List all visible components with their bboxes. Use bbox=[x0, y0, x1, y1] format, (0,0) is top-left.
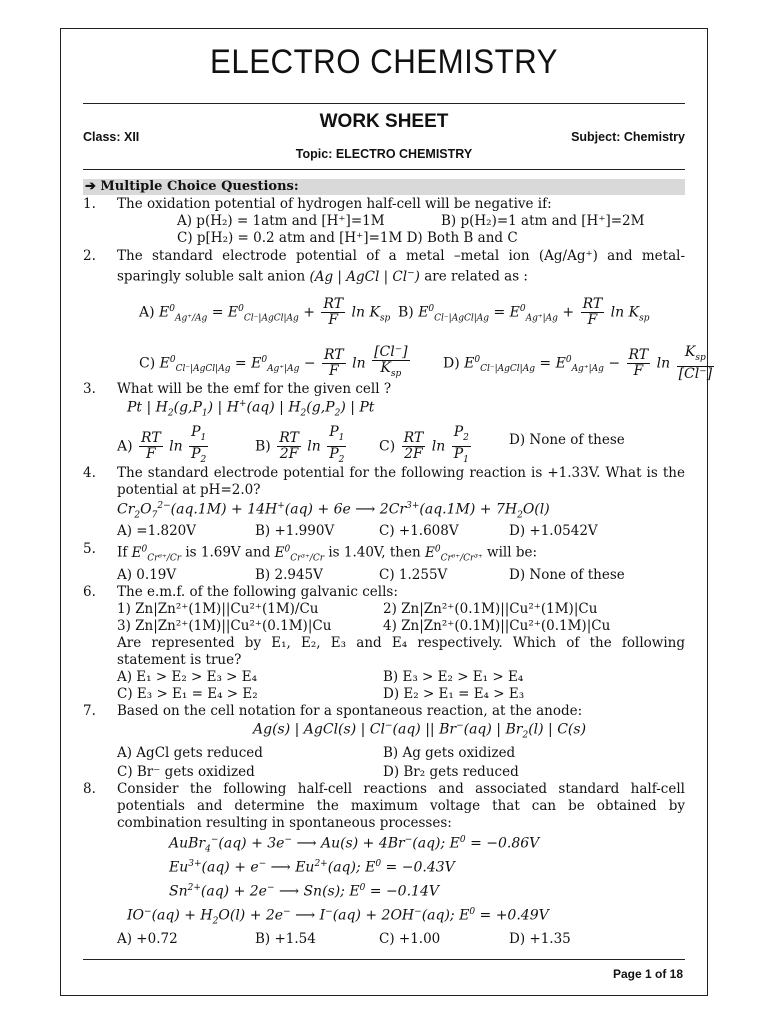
option-a: A) =1.820V bbox=[117, 523, 197, 539]
option-d: D) None of these bbox=[509, 567, 625, 583]
option-b: B) $\frac{RT}{2F}$ ln $\frac{P_1}{P_2}$ bbox=[255, 424, 345, 465]
option-label: A) bbox=[117, 438, 133, 455]
question-text: Based on the cell notation for a spontaneous reaction, at the anode: bbox=[117, 703, 583, 719]
text-pre: If bbox=[117, 544, 128, 561]
option-c: C) E₃ > E₁ = E₄ > E₂ bbox=[117, 686, 258, 702]
question-number: 2. bbox=[83, 248, 96, 264]
option-a: A) $\frac{RT}{F}$ ln $\frac{P_1}{P_2}$ bbox=[117, 424, 207, 465]
class-label: Class: XII bbox=[83, 130, 140, 144]
option-a: A) +0.72 bbox=[117, 931, 178, 947]
option-label: B) bbox=[398, 304, 414, 321]
question-8 bbox=[83, 781, 685, 833]
option-b: B) +1.54 bbox=[255, 931, 316, 947]
question-text: The e.m.f. of the following galvanic cells: bbox=[117, 584, 398, 600]
text-mid-2: is 1.40V, then bbox=[328, 544, 421, 561]
option-b: B) $E^0_{Cl^-|AgCl|Ag} = E^0_{Ag^+|Ag}$ + $\frac{RT}{F}$ $\ln K_{sp}$ bbox=[398, 296, 650, 328]
question-number: 5. bbox=[83, 541, 96, 557]
question-5 bbox=[83, 541, 685, 564]
cell-3: 3) Zn|Zn²⁺(1M)||Cu²⁺(0.1M)|Cu bbox=[117, 618, 332, 634]
option-c: C) +1.00 bbox=[379, 931, 441, 947]
option-d: D) None of these bbox=[509, 432, 625, 448]
option-c-d: C) p[H₂) = 0.2 atm and [H⁺]=1M D) Both B and C bbox=[177, 230, 518, 246]
cell-2: 2) Zn|Zn²⁺(0.1M)||Cu²⁺(1M)|Cu bbox=[383, 601, 598, 617]
page-title: ELECTRO CHEMISTRY bbox=[210, 43, 558, 81]
question-number: 7. bbox=[83, 703, 96, 719]
question-number: 4. bbox=[83, 465, 96, 481]
option-label: D) bbox=[443, 355, 460, 372]
header-divider bbox=[83, 169, 685, 170]
option-c: C) Br⁻ gets oxidized bbox=[117, 764, 255, 780]
footer-divider bbox=[83, 959, 685, 960]
option-label: C) bbox=[379, 438, 396, 455]
half-reaction-2: $Eu^{3+}(aq) + e^-$ ⟶ $Eu^{2+}(aq)$; $E^0 = -0.43V$ bbox=[169, 859, 455, 876]
option-d: D) Br₂ gets reduced bbox=[383, 764, 519, 780]
option-b: B) +1.990V bbox=[255, 523, 335, 539]
option-b: B) 2.945V bbox=[255, 567, 323, 583]
question-text-main: The standard electrode potential of a metal –metal ion (Ag/Ag⁺) and metal-sparingly soluble salt anion bbox=[117, 248, 685, 285]
question-text: The oxidation potential of hydrogen half-cell will be negative if: bbox=[117, 196, 552, 212]
option-d: D) +1.0542V bbox=[509, 523, 598, 539]
question-number: 3. bbox=[83, 381, 96, 397]
worksheet-heading: WORK SHEET bbox=[319, 111, 449, 132]
option-b: B) E₃ > E₂ > E₁ > E₄ bbox=[383, 669, 524, 685]
option-c: C) $\frac{RT}{2F}$ ln $\frac{P_2}{P_1}$ bbox=[379, 424, 469, 465]
option-label: A) bbox=[139, 304, 155, 321]
option-a: A) $E^0_{Ag^+/Ag} = E^0_{Cl^-|AgCl|Ag}$ + $\frac{RT}{F}$ $\ln K_{sp}$ bbox=[139, 296, 391, 328]
question-text: What will be the emf for the given cell ? bbox=[117, 381, 392, 397]
option-c: C) $E^0_{Cl^-|AgCl|Ag} = E^0_{Ag^+|Ag}$ − $\frac{RT}{F}$ ln $\frac{[Cl^-]}{K_{sp}}$ bbox=[139, 344, 408, 379]
question-3 bbox=[83, 381, 685, 401]
subject-label: Subject: Chemistry bbox=[571, 130, 685, 144]
option-b: B) p(H₂)=1 atm and [H⁺]=2M bbox=[441, 213, 645, 229]
cell-notation: Ag(s) | AgCl(s) | Cl−(aq) || Br−(aq) | $Br_2(l)$ | C(s) bbox=[253, 721, 587, 741]
option-a: A) p(H₂) = 1atm and [H⁺]=1M bbox=[177, 213, 385, 229]
question-text: Consider the following half-cell reactions and associated standard half-cell potentials and determine the maximum voltage that can be obtained by combination resulting in spontaneous processes: bbox=[117, 781, 685, 831]
question-4 bbox=[83, 465, 685, 505]
question-6-text-2 bbox=[117, 635, 685, 671]
text-post: will be: bbox=[487, 544, 537, 561]
cell-notation: Pt | $H_2(g,P_1)$ | H+(aq) | $H_2(g,P_2)$ | Pt bbox=[127, 399, 375, 419]
option-a: A) 0.19V bbox=[117, 567, 177, 583]
section-heading: ➔ Multiple Choice Questions: bbox=[83, 179, 685, 195]
page-number: Page 1 of 18 bbox=[612, 967, 683, 981]
question-2 bbox=[83, 248, 685, 288]
topic-label: Topic: ELECTRO CHEMISTRY bbox=[295, 147, 473, 161]
text-mid-1: is 1.69V and bbox=[185, 544, 271, 561]
question-number: 8. bbox=[83, 781, 96, 797]
title-divider bbox=[83, 103, 685, 104]
question-number: 6. bbox=[83, 584, 96, 600]
option-c: C) +1.608V bbox=[379, 523, 459, 539]
question-number: 1. bbox=[83, 196, 96, 212]
question-text: Are represented by E₁, E₂, E₃ and E₄ respectively. Which of the following statement is true? bbox=[117, 635, 685, 668]
option-label: B) bbox=[255, 438, 271, 455]
half-reaction-4: $IO^-(aq) + H_2O(l) + 2e^-$ ⟶ I−(aq) + 2OH−(aq); $E^0 = +0.49V$ bbox=[127, 907, 549, 927]
option-c: C) 1.255V bbox=[379, 567, 448, 583]
option-d: D) E₂ > E₁ = E₄ > E₃ bbox=[383, 686, 525, 702]
cell-4: 4) Zn|Zn²⁺(0.1M)||Cu²⁺(0.1M)|Cu bbox=[383, 618, 611, 634]
reaction-equation: $Cr_2O_7^{2-}(aq.1M) + 14H^+(aq) + 6e$ ⟶ $2Cr^{3+}(aq.1M) + 7H_2O(l)$ bbox=[117, 501, 550, 521]
worksheet-page bbox=[60, 28, 713, 996]
half-reaction-1: AuBr$_4$−(aq) + 3e− ⟶ Au(s) + 4Br−(aq); $E^0 = -0.86V$ bbox=[169, 835, 540, 855]
option-label: C) bbox=[139, 355, 156, 372]
question-text: If $E^0_{Cr^{6+}/Cr}$ is 1.69V and $E^0_{Cr^{3+}/Cr}$ is 1.40V, then $E^0_{Cr^{6+}/Cr^{3+}}$ will be: bbox=[117, 544, 537, 564]
question-7 bbox=[83, 703, 685, 723]
option-b: B) Ag gets oxidized bbox=[383, 745, 516, 761]
question-text: The standard electrode potential for the following reaction is +1.33V. What is the potential at pH=2.0? bbox=[117, 465, 685, 498]
option-a: A) E₁ > E₂ > E₃ > E₄ bbox=[117, 669, 258, 685]
option-d: D) $E^0_{Cl^-|AgCl|Ag} = E^0_{Ag^+|Ag}$ − $\frac{RT}{F}$ ln $\frac{K_{sp}}{[Cl^-]}$ bbox=[443, 344, 713, 382]
question-text bbox=[117, 248, 685, 286]
option-d: D) +1.35 bbox=[509, 931, 571, 947]
salt-anion-notation: (Ag | AgCl | Cl−) bbox=[309, 268, 420, 285]
question-text-tail: are related as : bbox=[424, 268, 528, 285]
half-reaction-3: $Sn^{2+}(aq) + 2e^-$ ⟶ Sn(s); $E^0 = -0.14V$ bbox=[169, 883, 439, 900]
cell-1: 1) Zn|Zn²⁺(1M)||Cu²⁺(1M)/Cu bbox=[117, 601, 319, 617]
option-a: A) AgCl gets reduced bbox=[117, 745, 263, 761]
